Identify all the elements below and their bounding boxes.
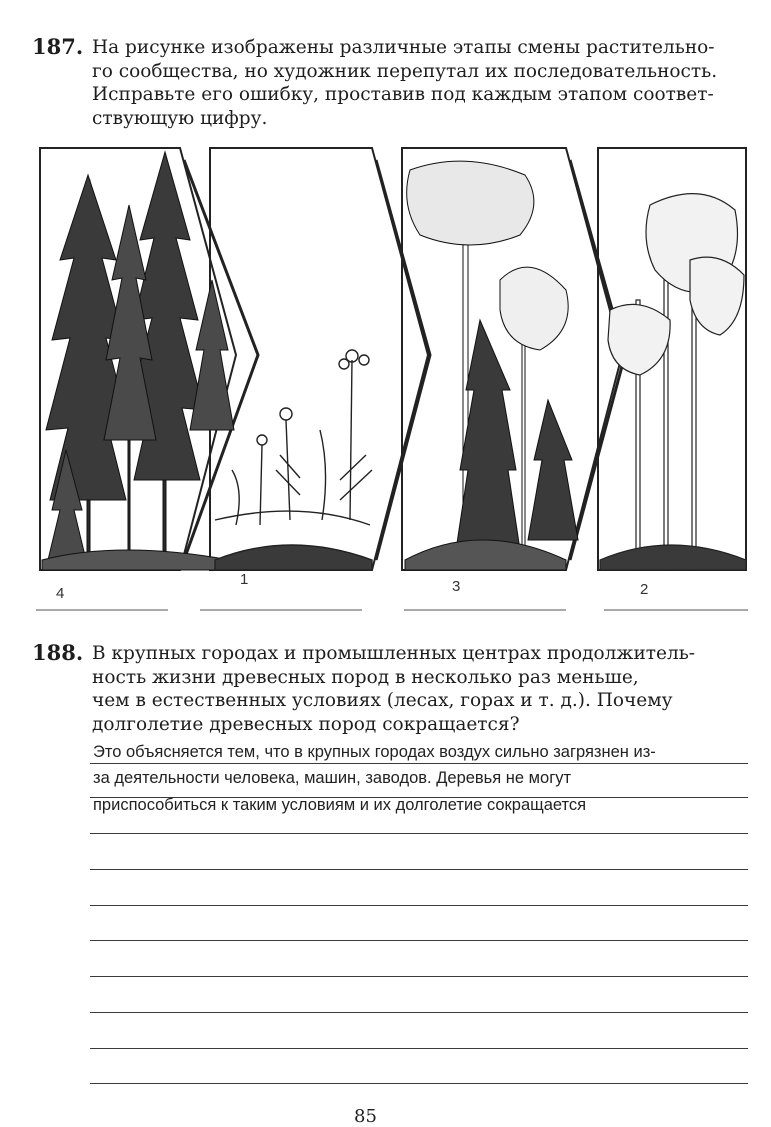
task-187-line: ствующую цифру. (92, 107, 268, 129)
task-188-line: В крупных городах и промышленных центрах продолжитель- (92, 643, 696, 664)
meadow-drawing (215, 350, 372, 570)
answer-line (90, 869, 748, 870)
stage-1-number: 4 (56, 585, 65, 602)
answer-line (90, 976, 748, 977)
panel-2-frame (210, 148, 428, 570)
stage-2-number: 1 (240, 571, 249, 588)
answer-text-line: за деятельности человека, машин, заводов. Деревья не могут (93, 769, 572, 787)
birch-forest-drawing (600, 194, 746, 570)
task-187-line: На рисунке изображены различные этапы смены растительно- (92, 37, 715, 58)
task-188-line: долголетие древесных пород сокращается? (92, 713, 520, 735)
task-187-number: 187. (32, 34, 84, 59)
task-188-number: 188. (32, 640, 84, 665)
stage-3-number: 3 (452, 578, 461, 595)
answer-line (90, 763, 748, 764)
answer-line (90, 905, 748, 906)
answer-line (90, 833, 748, 834)
mixed-forest-drawing (405, 161, 578, 570)
task-187-line: го сообщества, но художник перепутал их последовательность. (92, 60, 718, 82)
task-188-line: ность жизни древесных пород в несколько раз меньше, (92, 666, 639, 688)
answer-line (90, 1048, 748, 1049)
stage-4-number: 2 (640, 581, 649, 598)
page-number: 85 (354, 1106, 377, 1127)
answer-line (90, 940, 748, 941)
answer-line (90, 1083, 748, 1084)
task-187-line: Исправьте его ошибку, проставив под каждым этапом соответ- (92, 84, 714, 105)
task-188-line: чем в естественных условиях (лесах, горах и т. д.). Почему (92, 690, 673, 711)
answer-line (90, 1012, 748, 1013)
answer-text-line: Это объясняется тем, что в крупных городах воздух сильно загрязнен из- (93, 743, 656, 761)
answer-text-line: приспособиться к таким условиям и их долголетие сокращается (93, 796, 587, 814)
task-188-text (92, 642, 695, 736)
